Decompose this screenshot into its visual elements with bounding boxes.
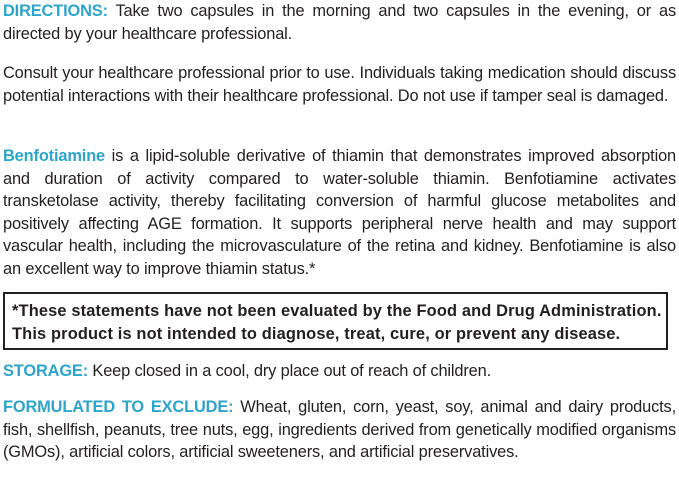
caution-section xyxy=(3,62,676,107)
directions-section xyxy=(3,0,676,45)
benfotiamine-text: is a lipid-soluble derivative of thiamin that demonstrates improved absorption and duration of activity compared to water-soluble thiamin. Benfotiamine activates transketolase activity, thereby facilitating conversion of harmful glucose metabolites and positively affecting AGE formation. It supports peripheral nerve health and may support vascular health, including the microvasculature of the retina and kidney. Benfotiamine is also an excellent way to improve thiamin status.* xyxy=(3,147,676,278)
storage-heading: STORAGE: xyxy=(3,362,89,380)
directions-text: Take two capsules in the morning and two capsules in the evening, or as directed by your healthcare professional. xyxy=(3,2,676,43)
exclude-heading: FORMULATED TO EXCLUDE: xyxy=(3,398,234,416)
fda-disclaimer-box xyxy=(3,292,668,350)
directions-heading: DIRECTIONS: xyxy=(3,2,108,20)
storage-section xyxy=(3,360,676,383)
disclaimer-line-2: This product is not intended to diagnose, treat, cure, or prevent any disease. xyxy=(12,324,621,343)
exclude-text: Wheat, gluten, corn, yeast, soy, animal and dairy products, fish, shellfish, peanuts, tree nuts, egg, ingredients derived from genetically modified organisms (GMOs), artificial colors, artificial sweeteners, and artificial preservatives. xyxy=(3,398,676,462)
formulated-to-exclude-section xyxy=(3,396,676,464)
benfotiamine-heading: Benfotiamine xyxy=(3,147,106,165)
benfotiamine-description xyxy=(3,145,676,281)
caution-text: Consult your healthcare professional prior to use. Individuals taking medication should discuss potential interactions with their healthcare professional. Do not use if tamper seal is damaged. xyxy=(3,64,676,105)
storage-text: Keep closed in a cool, dry place out of reach of children. xyxy=(88,362,491,380)
disclaimer-line-1: *These statements have not been evaluated by the Food and Drug Administration. xyxy=(12,302,662,320)
